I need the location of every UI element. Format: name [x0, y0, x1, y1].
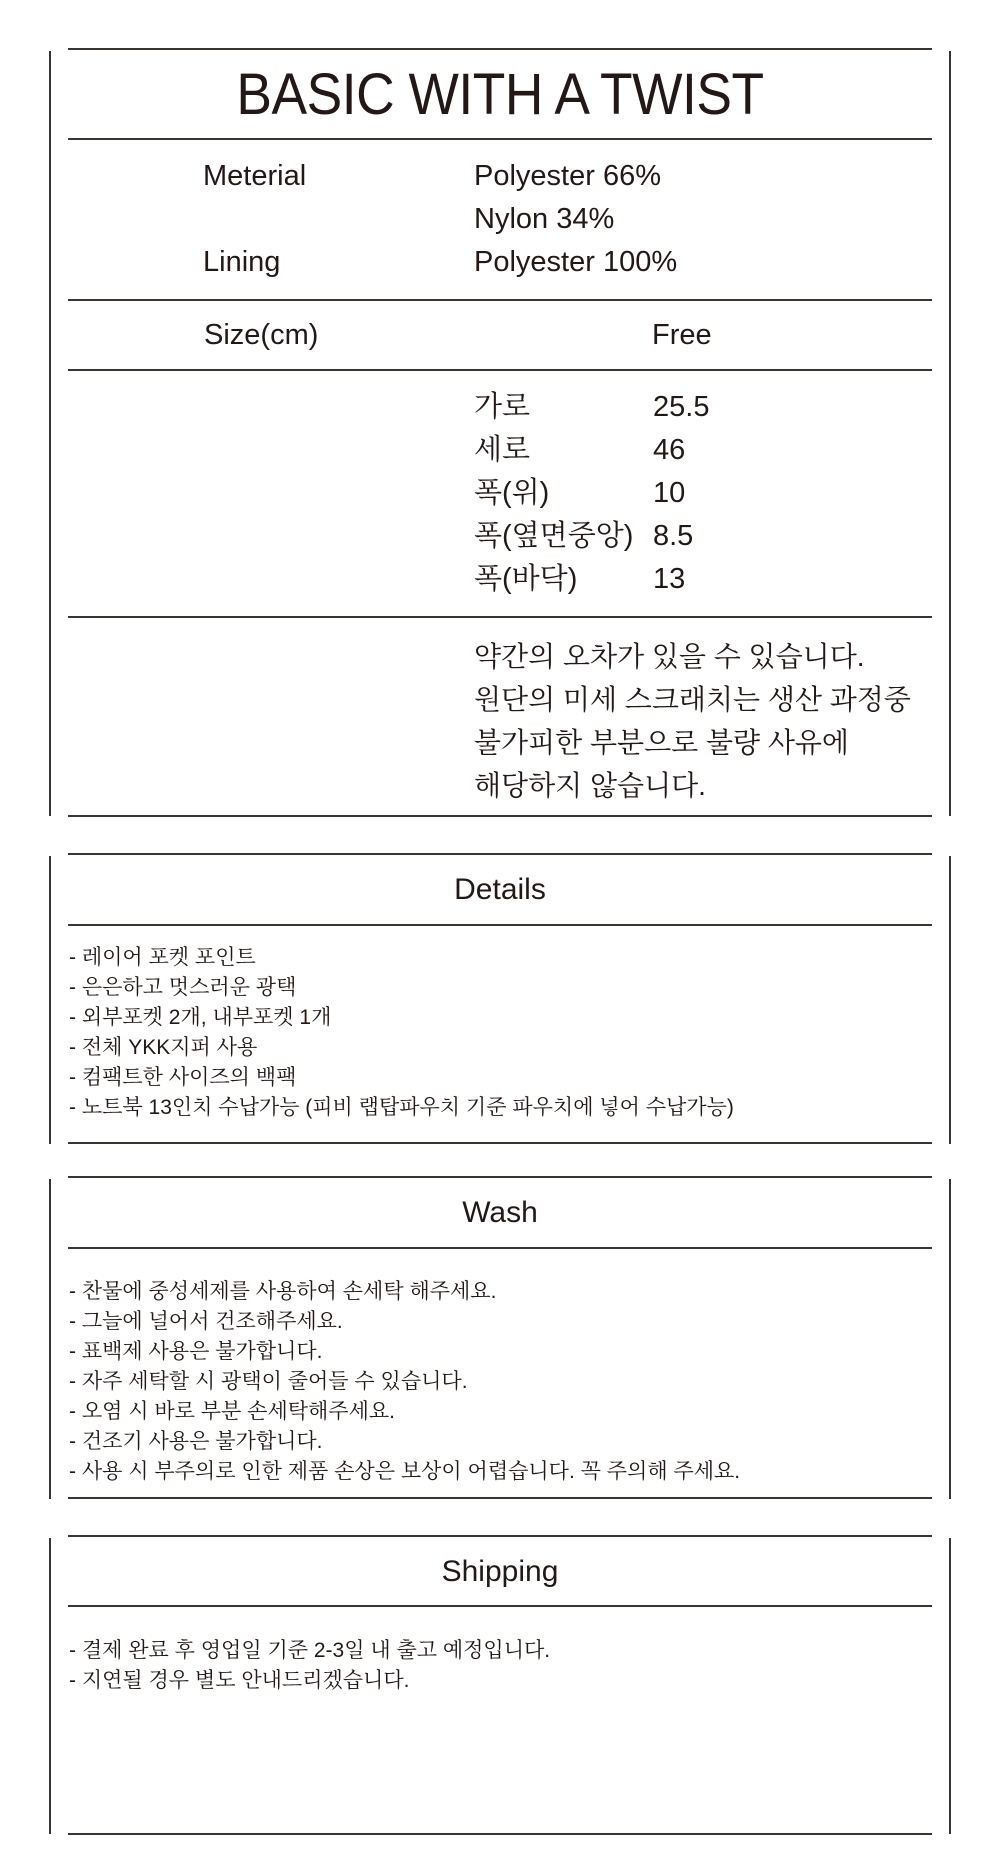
shipping-item: - 지연될 경우 별도 안내드리겠습니다. — [69, 1669, 410, 1692]
details-item: - 레이어 포켓 포인트 — [69, 946, 256, 969]
divider — [68, 1833, 932, 1835]
shipping-item: - 결제 완료 후 영업일 기준 2-3일 내 출고 예정입니다. — [69, 1639, 551, 1662]
details-item: - 외부포켓 2개, 내부포켓 1개 — [69, 1006, 332, 1029]
divider — [68, 1176, 932, 1178]
wash-item: - 찬물에 중성세제를 사용하여 손세탁 해주세요. — [69, 1280, 497, 1303]
divider — [68, 1535, 932, 1537]
details-item: - 전체 YKK지퍼 사용 — [69, 1036, 258, 1059]
measurement-value: 46 — [653, 434, 686, 466]
details-heading: Details — [454, 873, 546, 906]
wash-item: - 사용 시 부주의로 인한 제품 손상은 보상이 어렵습니다. 꼭 주의해 주세요. — [69, 1460, 741, 1483]
measurement-value: 25.5 — [653, 391, 710, 423]
divider — [68, 616, 932, 618]
measurement-value: 13 — [653, 563, 686, 595]
material-value: Polyester 66% — [474, 160, 661, 192]
measurement-label: 폭(위) — [474, 477, 550, 509]
section-border-right — [949, 51, 951, 816]
section-border-left — [49, 51, 51, 816]
divider — [68, 1247, 932, 1249]
wash-item: - 건조기 사용은 불가합니다. — [69, 1430, 323, 1453]
notice-line: 불가피한 부분으로 불량 사유에 — [474, 727, 849, 758]
section-border-left — [49, 856, 51, 1144]
wash-item: - 그늘에 널어서 건조해주세요. — [69, 1310, 343, 1333]
lining-value: Polyester 100% — [474, 246, 678, 278]
size-value: Free — [652, 319, 712, 351]
section-border-right — [949, 856, 951, 1144]
notice-line: 약간의 오차가 있을 수 있습니다. — [474, 641, 865, 672]
section-border-right — [949, 1538, 951, 1834]
measurement-label: 가로 — [474, 391, 531, 423]
section-border-left — [49, 1179, 51, 1499]
wash-item: - 표백제 사용은 불가합니다. — [69, 1340, 323, 1363]
divider — [68, 138, 932, 140]
notice-line: 원단의 미세 스크래치는 생산 과정중 — [474, 684, 911, 715]
measurement-label: 폭(옆면중앙) — [474, 520, 634, 552]
measurement-label: 세로 — [474, 434, 531, 466]
page-title: BASIC WITH A TWIST — [236, 62, 764, 127]
material-value: Nylon 34% — [474, 203, 615, 235]
measurement-label: 폭(바닥) — [474, 563, 578, 595]
divider — [68, 815, 932, 817]
divider — [68, 369, 932, 371]
divider — [68, 299, 932, 301]
details-item: - 은은하고 멋스러운 광택 — [69, 976, 297, 999]
notice-line: 해당하지 않습니다. — [474, 770, 706, 801]
material-label: Meterial — [203, 160, 307, 192]
size-label: Size(cm) — [204, 319, 319, 351]
measurement-value: 8.5 — [653, 520, 694, 552]
divider — [68, 924, 932, 926]
divider — [68, 1605, 932, 1607]
wash-heading: Wash — [462, 1196, 538, 1229]
divider — [68, 1497, 932, 1499]
divider — [68, 1142, 932, 1144]
details-item: - 노트북 13인치 수납가능 (피비 랩탑파우치 기준 파우치에 넣어 수납가능) — [69, 1096, 734, 1119]
shipping-heading: Shipping — [441, 1555, 559, 1588]
measurement-value: 10 — [653, 477, 686, 509]
wash-item: - 오염 시 바로 부분 손세탁해주세요. — [69, 1400, 396, 1423]
divider — [68, 48, 932, 50]
wash-item: - 자주 세탁할 시 광택이 줄어들 수 있습니다. — [69, 1370, 468, 1393]
section-border-left — [49, 1538, 51, 1834]
details-item: - 컴팩트한 사이즈의 백팩 — [69, 1066, 297, 1089]
section-border-right — [949, 1179, 951, 1499]
lining-label: Lining — [203, 246, 281, 278]
divider — [68, 853, 932, 855]
